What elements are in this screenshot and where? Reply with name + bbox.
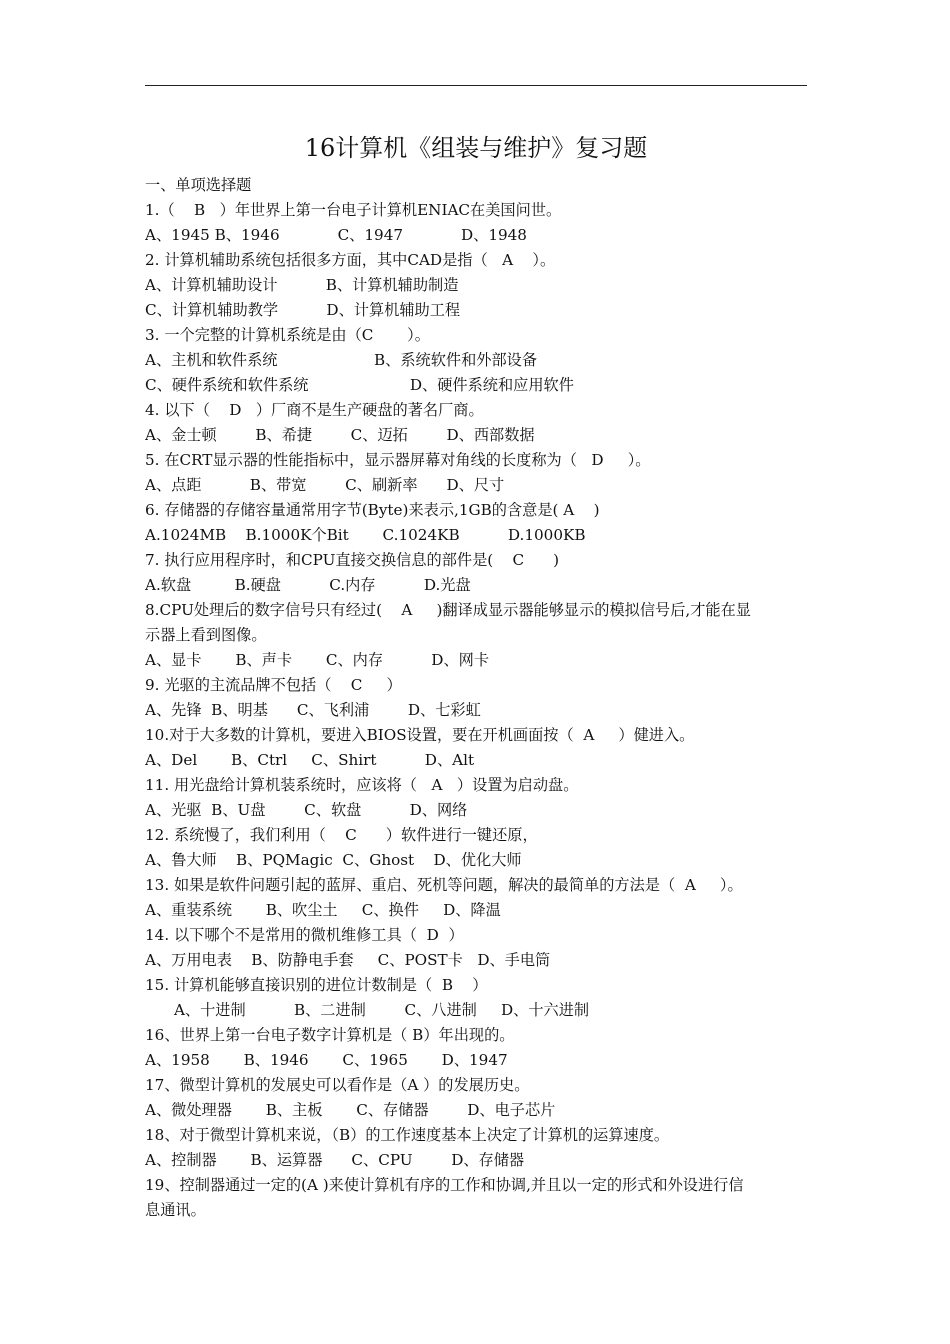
answer-options: A、点距 B、带宽 C、刷新率 D、尺寸	[145, 476, 505, 494]
answer-options: A、金士顿 B、希捷 C、迈拓 D、西部数据	[145, 426, 535, 444]
answer-options: C、硬件系统和软件系统 D、硬件系统和应用软件	[145, 376, 574, 394]
answer-options: A、1945 B、1946 C、1947 D、1948	[145, 226, 527, 244]
question-text: 16、世界上第一台电子数字计算机是（ B）年出现的。	[145, 1026, 515, 1044]
question-text: 14. 以下哪个不是常用的微机维修工具（ D ）	[145, 926, 464, 944]
document-title: 16计算机《组装与维护》复习题	[304, 134, 648, 162]
question-text: 10.对于大多数的计算机，要进入BIOS设置，要在开机画面按（ A ）健进入。	[145, 726, 695, 744]
question-text: 8.CPU处理后的数字信号只有经过( A )翻译成显示器能够显示的模拟信号后,才能在显	[145, 601, 751, 619]
question-text: 6. 存储器的存储容量通常用字节(Byte)来表示,1GB的含意是( A )	[145, 501, 600, 519]
question-text: 17、微型计算机的发展史可以看作是（A ）的发展历史。	[145, 1076, 530, 1094]
answer-options: A、计算机辅助设计 B、计算机辅助制造	[145, 276, 459, 294]
question-text: 7. 执行应用程序时，和CPU直接交换信息的部件是( C )	[145, 551, 560, 569]
answer-options: A、微处理器 B、主板 C、存储器 D、电子芯片	[145, 1101, 556, 1119]
question-text: 4. 以下（ D ）厂商不是生产硬盘的著名厂商。	[145, 401, 484, 419]
answer-options: A、光驱 B、U盘 C、软盘 D、网络	[145, 801, 468, 819]
answer-options: A、Del B、Ctrl C、Shirt D、Alt	[145, 751, 475, 769]
answer-options: A、主机和软件系统 B、系统软件和外部设备	[145, 351, 538, 369]
question-text: 18、对于微型计算机来说，（B）的工作速度基本上决定了计算机的运算速度。	[145, 1126, 670, 1144]
question-text: 11. 用光盘给计算机装系统时，应该将（ A ）设置为启动盘。	[145, 776, 579, 794]
answer-options: A、先锋 B、明基 C、飞利浦 D、七彩虹	[145, 701, 481, 719]
question-text: 5. 在CRT显示器的性能指标中，显示器屏幕对角线的长度称为（ D ）。	[145, 451, 651, 469]
question-text: 9. 光驱的主流品牌不包括（ C ）	[145, 676, 402, 694]
answer-options: A、显卡 B、声卡 C、内存 D、网卡	[145, 651, 490, 669]
question-text: 2. 计算机辅助系统包括很多方面，其中CAD是指（ A ）。	[145, 251, 556, 269]
question-text: 1.（ B ）年世界上第一台电子计算机ENIAC在美国问世。	[145, 201, 562, 219]
question-body	[145, 173, 807, 1223]
section-heading: 一、单项选择题	[145, 176, 252, 194]
answer-options: A.软盘 B.硬盘 C.内存 D.光盘	[145, 576, 471, 594]
question-text: 13. 如果是软件问题引起的蓝屏、重启、死机等问题，解决的最简单的方法是（ A ）。	[145, 876, 743, 894]
answer-options: C、计算机辅助教学 D、计算机辅助工程	[145, 301, 461, 319]
answer-options: A、1958 B、1946 C、1965 D、1947	[145, 1051, 508, 1069]
question-text: 15. 计算机能够直接识别的进位计数制是（ B ）	[145, 976, 488, 994]
question-text: 19、控制器通过一定的(A )来使计算机有序的工作和协调,并且以一定的形式和外设进行信	[145, 1176, 744, 1194]
answer-options: A、十进制 B、二进制 C、八进制 D、十六进制	[145, 1001, 590, 1019]
answer-options: A、鲁大师 B、PQMagic C、Ghost D、优化大师	[145, 851, 522, 869]
question-text-continued: 示器上看到图像。	[145, 626, 267, 644]
answer-options: A、万用电表 B、防静电手套 C、POST卡 D、手电筒	[145, 951, 551, 969]
question-text: 12. 系统慢了，我们利用（ C ）软件进行一键还原，	[145, 826, 538, 844]
header-rule	[145, 85, 807, 86]
question-text-continued: 息通讯。	[145, 1201, 206, 1219]
answer-options: A、控制器 B、运算器 C、CPU D、存储器	[145, 1151, 525, 1169]
question-text: 3. 一个完整的计算机系统是由（C ）。	[145, 326, 430, 344]
answer-options: A、重装系统 B、吹尘土 C、换件 D、降温	[145, 901, 501, 919]
answer-options: A.1024MB B.1000K个Bit C.1024KB D.1000KB	[145, 526, 586, 544]
